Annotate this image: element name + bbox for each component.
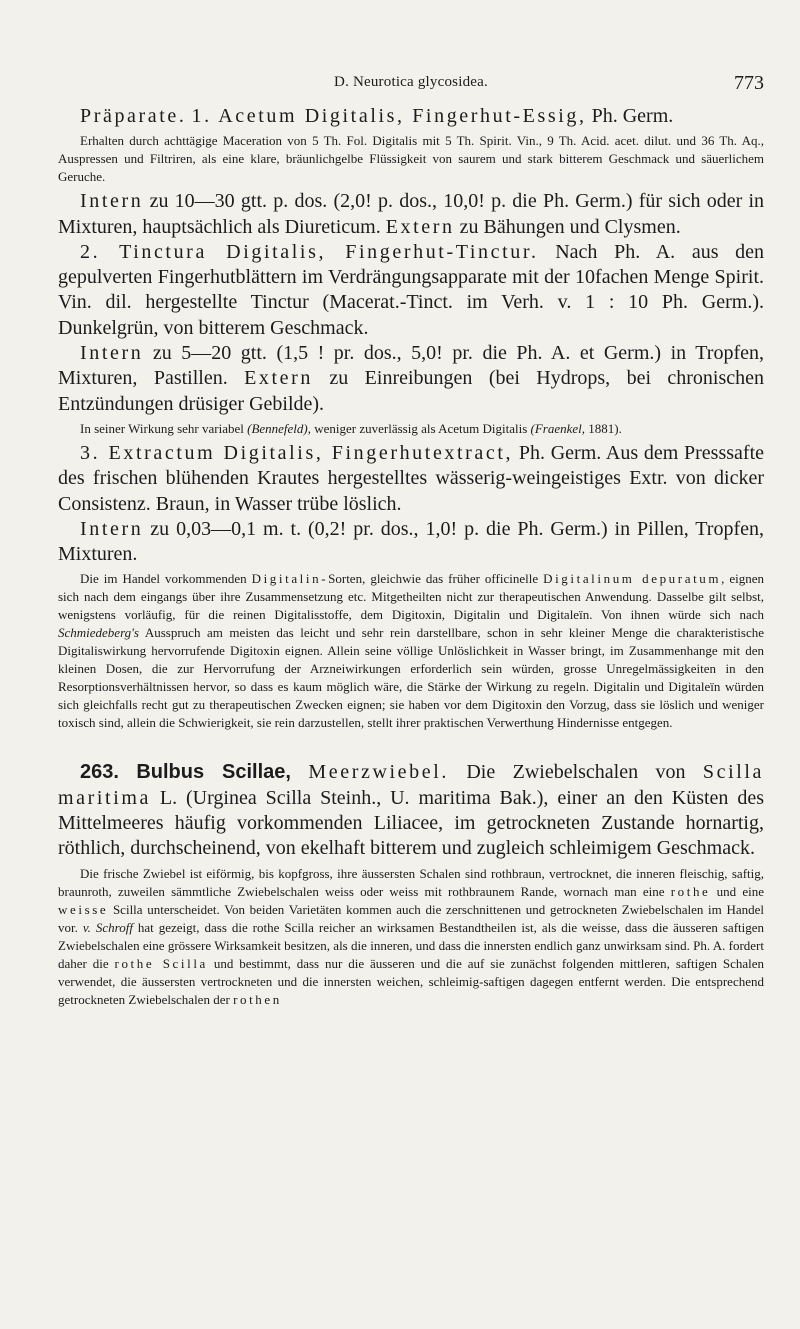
item3-note	[58, 570, 764, 732]
section-number: 263.	[80, 761, 119, 784]
section-name: Bulbus Scillae,	[136, 761, 291, 784]
item3-note-term1: Digitalin-	[251, 571, 329, 587]
item2-extern-text: zu Einreibungen (bei Hydrops, bei chronischen Entzündungen drüsiger Gebilde).	[58, 367, 765, 415]
s263-note-part5: und bestimmt, dass nur die äusseren und die auf sie zunächst folgenden mittleren, saftigen Schalen verwendet, die äussersten vertrockneten und die innersten weichen, schleimig-saftigen dagegen entfernt werden. Die entsprechend getrockneten Zwiebelschalen der	[58, 955, 764, 1007]
item1-source: Ph. Germ.	[591, 105, 674, 127]
item3-intern-label: Intern	[80, 517, 144, 540]
item3-paragraph	[58, 441, 764, 517]
item2-intern-label: Intern	[80, 342, 144, 365]
item3-note-part3: , eignen sich nach dem eingangs über ihre Zusammensetzung etc. Mitgetheilten nicht zur therapeutischen Anwendung. Dasselbe gilt selbst, wenigstens vorläufig, für die reinen Digitalisstoffe, dem Digitoxin, Digitalin und Digitaleïn. Von ihnen würde sich nach	[58, 571, 764, 623]
item2-note-mid: , weniger zuverlässig als Acetum Digitalis	[307, 420, 528, 436]
item2-note	[58, 420, 764, 438]
section-text2: L. (Urginea Scilla Steinh., U. maritima Bak.), einer an den Küsten des Mittelmeeres häufig vorkommenden Liliacee, im getrockneten Zustande hornartig, röthlich, durchscheinend, von ekelhaft bitterem und zugleich schleimigem Geschmack.	[58, 786, 764, 860]
item3-source: Ph. Germ.	[518, 441, 602, 464]
item1-title: 1. Acetum Digitalis, Fingerhut-Essig,	[191, 105, 587, 127]
s263-note-ref: v. Schroff	[82, 919, 133, 935]
section-text1: Die Zwiebelschalen von	[466, 761, 686, 784]
item3-note-part4: Ausspruch am meisten das leicht und sehr rein darstellbare, schon in sehr kleiner Menge die charakteristische Digitaliswirkung hervorrufende Digitoxin eignen. Allein seine völlige Unlöslichkeit in Wasser bringt, im Zusammenhange mit den kleinen Dosen, die zur Hervorrufung der Arzneiwirkungen erforderlich sein würden, grosse Unregelmässigkeiten in den Resorptionsverhältnissen hervor, so dass es kaum möglich wäre, die Stärke der Wirkung zu regeln. Digitalin und Digitaleïn würden sich gleichfalls recht gut zu therapeutischen Zwecken eignen; sie haben vor dem Digitoxin den Vorzug, dass sie löslich und weniger toxisch sind, allein die Schwierigkeit, sie rein darzustellen, stellt ihrer praktischen Verwerthung Hindernisse entgegen.	[58, 625, 764, 731]
s263-note-part3: Scilla unterscheidet. Von beiden Varietäten kommen auch die zerschnittenen und getrockneten Zwiebelschalen im Handel vor.	[58, 901, 764, 935]
item3-text: Aus dem Presssafte des frischen blühenden Krautes hergestelltes wässerig-weingeistiges Extr. von dicker Consistenz. Braun, in Wasser trübe löslich.	[58, 441, 764, 515]
item2-note-ref2: (Fraenkel,	[530, 420, 586, 436]
running-title: D. Neurotica glycosidea.	[334, 74, 488, 90]
item2-dosage	[58, 341, 764, 417]
item1-heading	[58, 104, 764, 129]
page-header	[58, 74, 764, 98]
s263-note-term3: rothe Scilla	[114, 955, 208, 971]
item2-extern-label: Extern	[244, 367, 314, 390]
item1-extern-label: Extern	[385, 215, 455, 238]
item2-note-post: 1881).	[588, 420, 622, 436]
item3-title: 3. Extractum Digitalis, Fingerhutextract,	[80, 441, 514, 464]
item2-intern-text: zu 5—20 gtt. (1,5 ! pr. dos., 5,0! pr. die Ph. A. et Germ.) in Tropfen, Mixturen, Pastillen.	[58, 342, 764, 390]
item2-note-ref1: (Bennefeld)	[247, 420, 308, 436]
page-body	[58, 104, 764, 1009]
item1-dosage	[58, 189, 764, 240]
prep-heading: Präparate.	[80, 105, 187, 127]
s263-note-part1: Die frische Zwiebel ist eiförmig, bis kopfgross, ihre äussersten Schalen sind rothbraun, vertrocknet, die inneren fleischig, saftig, braunroth, zuweilen sämmtliche Zwiebelschalen weiss oder weiss mit rothbraunem Rande, wornach man eine	[58, 865, 764, 899]
item2-paragraph	[58, 240, 764, 341]
s263-note-term1: rothe	[670, 883, 711, 899]
s263-note-part2: und eine	[716, 883, 764, 899]
section-species: Scilla maritima	[58, 761, 765, 809]
section263-note	[58, 865, 764, 1009]
s263-note-term2: weisse	[58, 901, 109, 917]
item2-title: 2. Tinctura Digitalis, Fingerhut-Tinctur.	[80, 240, 539, 263]
s263-note-term4: rothen	[233, 991, 282, 1007]
item3-note-part1: Die im Handel vorkommenden	[80, 571, 247, 587]
item3-note-part2: Sorten, gleichwie das früher officinelle	[328, 571, 539, 587]
item3-note-term2: Digitalinum depuratum	[543, 571, 722, 587]
item3-dosage	[58, 517, 764, 568]
item1-intern-text: zu 10—30 gtt. p. dos. (2,0! p. dos., 10,0! p. die Ph. Germ.) für sich oder in Mixturen, hauptsächlich als Diureticum.	[58, 190, 764, 238]
section-common-name: Meerzwiebel.	[308, 761, 449, 784]
item1-intern-label: Intern	[80, 190, 144, 213]
s263-note-part4: hat gezeigt, dass die rothe Scilla reicher an wirksamen Bestandtheilen ist, als die weisse, dass die äusseren saftigen Zwiebelschalen eine grössere Wirksamkeit besitzen, als die inneren, und dass die innersten endlich ganz unwirksam sind. Ph. A. fordert daher die	[58, 919, 765, 971]
item2-note-text: In seiner Wirkung sehr variabel	[80, 420, 244, 436]
item1-extern-text: zu Bähungen und Clysmen.	[459, 215, 681, 238]
item1-note: Erhalten durch achttägige Maceration von 5 Th. Fol. Digitalis mit 5 Th. Spirit. Vin., 9 Th. Acid. acet. dilut. und 36 Th. Aq., Auspressen und Filtriren, als eine klare, bräunlichgelbe Flüssigkeit von saurem und stark bitterem Geschmack und säuerlichem Geruche.	[58, 133, 764, 185]
page-number: 773	[734, 72, 764, 94]
item2-text: Nach Ph. A. aus den gepulverten Fingerhutblättern im Verdrängungsapparate mit der 10fachen Menge Spirit. Vin. dil. hergestellte Tinctur (Macerat.-Tinct. im Verh. v. 1 : 10 Ph. Germ.). Dunkelgrün, von bitterem Geschmack.	[58, 240, 764, 339]
item3-note-ref: Schmiedeberg's	[58, 625, 139, 641]
section263-paragraph	[58, 760, 764, 861]
item3-intern-text: zu 0,03—0,1 m. t. (0,2! pr. dos., 1,0! p. die Ph. Germ.) in Pillen, Tropfen, Mixturen.	[58, 517, 765, 566]
